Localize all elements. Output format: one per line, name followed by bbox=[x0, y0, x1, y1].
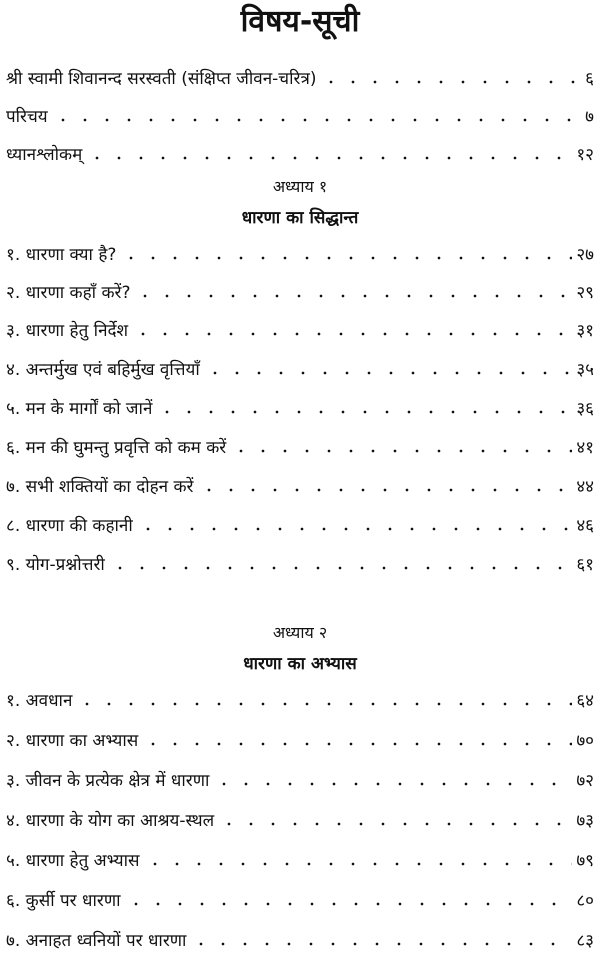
dot-leader bbox=[198, 487, 573, 493]
toc-entry-label: ४. धारणा के योग का आश्रय-स्थल bbox=[6, 811, 215, 831]
dot-leader bbox=[137, 526, 573, 532]
dot-leader bbox=[109, 565, 572, 571]
toc-entry-page: २७ bbox=[576, 245, 594, 265]
toc-entry-label: ध्यानश्लोकम् bbox=[6, 145, 83, 165]
toc-entry-page: ७९ bbox=[576, 851, 594, 871]
toc-entry-page: ७० bbox=[576, 731, 594, 751]
toc-entry-page: ४१ bbox=[576, 438, 594, 458]
toc-entry-page: ६४ bbox=[576, 691, 594, 711]
toc-entry-front-3 bbox=[6, 140, 594, 166]
dot-leader bbox=[156, 409, 572, 415]
toc-entry-page: ३६ bbox=[576, 399, 594, 419]
dot-leader bbox=[134, 293, 572, 299]
toc-entry-page: ८३ bbox=[576, 931, 594, 951]
toc-entry-label: ७. सभी शक्तियों का दोहन करें bbox=[6, 477, 194, 497]
dot-leader bbox=[190, 941, 572, 947]
toc-entry-ch1-9 bbox=[6, 550, 594, 576]
dot-leader bbox=[125, 901, 573, 907]
dot-leader bbox=[86, 155, 572, 161]
toc-entry-front-2 bbox=[6, 102, 594, 128]
toc-entry-label: ७. अनाहत ध्वनियों पर धारणा bbox=[6, 931, 187, 951]
dot-leader bbox=[142, 741, 572, 747]
toc-entry-ch2-5 bbox=[6, 846, 594, 872]
toc-entry-label: १. अवधान bbox=[6, 691, 73, 711]
toc-entry-label: ६. मन की घुमन्तु प्रवृत्ति को कम करें bbox=[6, 438, 227, 458]
toc-entry-front-1 bbox=[6, 64, 594, 90]
toc-entry-page: ७ bbox=[585, 107, 594, 127]
toc-entry-page: ८० bbox=[576, 891, 594, 911]
toc-entry-ch1-4 bbox=[6, 355, 594, 381]
toc-entry-ch1-7 bbox=[6, 472, 594, 498]
toc-entry-label: २. धारणा कहाँ करें? bbox=[6, 283, 131, 303]
dot-leader bbox=[144, 861, 573, 867]
toc-entry-page: ७२ bbox=[576, 771, 594, 791]
toc-entry-ch2-4 bbox=[6, 806, 594, 832]
dot-leader bbox=[218, 821, 572, 827]
toc-entry-ch1-5 bbox=[6, 394, 594, 420]
toc-entry-label: ६. कुर्सी पर धारणा bbox=[6, 891, 121, 911]
toc-entry-ch2-2 bbox=[6, 726, 594, 752]
dot-leader bbox=[230, 448, 572, 454]
toc-entry-ch1-2 bbox=[6, 278, 594, 304]
chapter-2-heading: अध्याय २ bbox=[272, 623, 328, 642]
toc-entry-label: ५. मन के मार्गों को जानें bbox=[6, 399, 153, 419]
dot-leader bbox=[76, 701, 572, 707]
toc-entry-ch2-6 bbox=[6, 886, 594, 912]
toc-entry-label: परिचय bbox=[6, 107, 48, 127]
chapter-1-title: धारणा का सिद्धान्त bbox=[241, 208, 359, 228]
chapter-2-title: धारणा का अभ्यास bbox=[243, 654, 357, 674]
dot-leader bbox=[120, 255, 572, 261]
toc-entry-label: २. धारणा का अभ्यास bbox=[6, 731, 139, 751]
toc-entry-ch2-3 bbox=[6, 766, 594, 792]
toc-entry-label: ५. धारणा हेतु अभ्यास bbox=[6, 851, 140, 871]
toc-entry-label: १. धारणा क्या है? bbox=[6, 245, 117, 265]
toc-entry-label: श्री स्वामी शिवानन्द सरस्वती (संक्षिप्त जीवन-चरित्र) bbox=[6, 69, 317, 89]
toc-entry-ch1-8 bbox=[6, 511, 594, 537]
toc-entry-page: ४४ bbox=[576, 477, 594, 497]
toc-entry-page: ७३ bbox=[576, 811, 594, 831]
toc-entry-page: १२ bbox=[576, 145, 594, 165]
toc-entry-ch2-7 bbox=[6, 926, 594, 952]
toc-entry-ch2-1 bbox=[6, 686, 594, 712]
page-title: विषय-सूची bbox=[240, 4, 360, 39]
toc-entry-page: ६ bbox=[585, 69, 594, 89]
toc-entry-ch1-1 bbox=[6, 240, 594, 266]
toc-entry-label: ९. योग-प्रश्नोत्तरी bbox=[6, 555, 105, 575]
toc-entry-ch1-3 bbox=[6, 316, 594, 342]
dot-leader bbox=[213, 781, 572, 787]
dot-leader bbox=[52, 117, 581, 123]
toc-entry-page: ३१ bbox=[576, 321, 594, 341]
toc-entry-page: २९ bbox=[576, 283, 594, 303]
toc-entry-label: ३. जीवन के प्रत्येक क्षेत्र में धारणा bbox=[6, 771, 210, 791]
toc-entry-page: ६१ bbox=[576, 555, 594, 575]
toc-entry-page: ४६ bbox=[576, 516, 594, 536]
toc-entry-label: ८. धारणा की कहानी bbox=[6, 516, 133, 536]
dot-leader bbox=[204, 370, 573, 376]
dot-leader bbox=[320, 79, 581, 85]
toc-entry-label: ४. अन्तर्मुख एवं बहिर्मुख वृत्तियाँ bbox=[6, 360, 200, 380]
dot-leader bbox=[132, 331, 572, 337]
chapter-1-heading: अध्याय १ bbox=[272, 177, 328, 196]
toc-entry-ch1-6 bbox=[6, 433, 594, 459]
toc-entry-page: ३५ bbox=[576, 360, 594, 380]
toc-entry-label: ३. धारणा हेतु निर्देश bbox=[6, 321, 129, 341]
